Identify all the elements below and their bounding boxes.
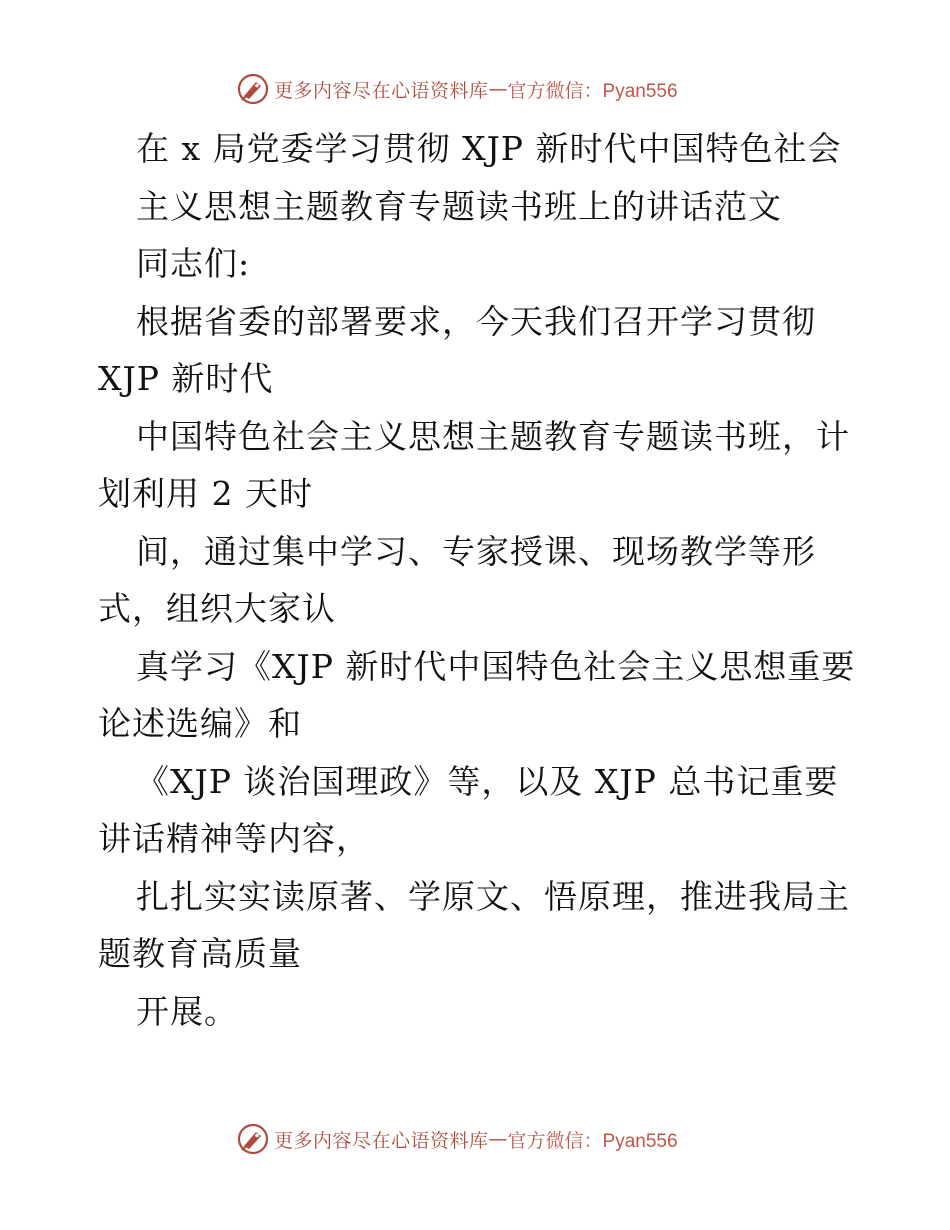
body-line: 题教育高质量: [98, 934, 302, 973]
pen-nib-circle-icon: [236, 72, 270, 106]
body-line: 根据省委的部署要求，今天我们召开学习贯彻: [136, 301, 816, 341]
watermark-brand-text: 更多内容尽在心语资料库: [274, 79, 489, 102]
salutation: 同志们:: [136, 244, 251, 283]
document-body: [98, 120, 898, 1040]
pen-nib-circle-icon: [236, 1122, 270, 1156]
body-line: 《XJP 谈治国理政》等，以及 XJP 总书记重要: [136, 761, 839, 801]
body-line: 开展。: [136, 991, 238, 1031]
watermark-brand-text: 更多内容尽在心语资料库: [274, 1129, 489, 1152]
body-line: 扎扎实实读原著、学原文、悟原理，推进我局主: [136, 876, 850, 916]
watermark-contact-text: 官方微信：Pyan556: [507, 80, 678, 102]
body-line: 式，组织大家认: [98, 589, 336, 628]
title-line-1: 在 x 局党委学习贯彻 XJP 新时代中国特色社会: [136, 129, 842, 168]
watermark-contact-text: 官方微信：Pyan556: [507, 1130, 678, 1152]
body-line: XJP 新时代: [98, 359, 274, 398]
watermark-dash: —: [488, 78, 508, 100]
header-watermark: [236, 72, 678, 106]
body-line: 划利用 2 天时: [98, 474, 313, 513]
body-line: 讲话精神等内容，: [98, 819, 370, 858]
title-line-2: 主义思想主题教育专题读书班上的讲话范文: [136, 186, 782, 226]
body-line: 中国特色社会主义思想主题教育专题读书班，计: [136, 416, 850, 456]
body-line: 真学习《XJP 新时代中国特色社会主义思想重要: [136, 646, 856, 686]
footer-watermark: [236, 1122, 678, 1156]
body-line: 间，通过集中学习、专家授课、现场教学等形: [136, 531, 816, 571]
watermark-dash: —: [488, 1128, 508, 1150]
body-line: 论述选编》和: [98, 704, 302, 743]
